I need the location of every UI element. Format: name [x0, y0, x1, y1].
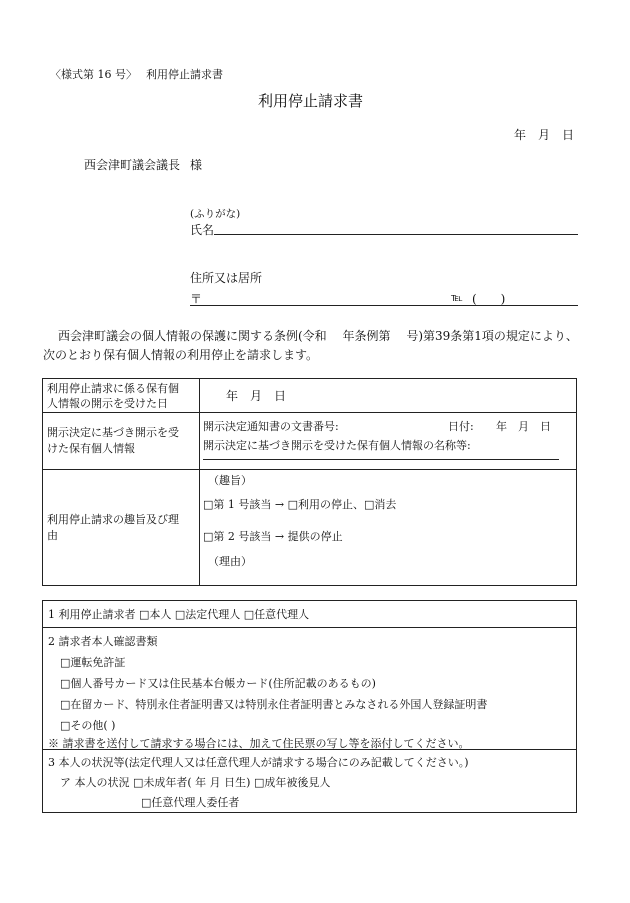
row-purpose-value[interactable]	[200, 470, 577, 586]
id-doc-license[interactable]: □運転免許証	[60, 656, 126, 669]
section-id-documents	[43, 628, 577, 750]
purpose-heading: （趣旨）	[208, 474, 252, 487]
info-name-label: 開示決定に基づき開示を受けた保有個人情報の名称等:	[203, 439, 471, 452]
intro-line-2: 次のとおり保有個人情報の利用停止を請求します。	[43, 348, 319, 362]
form-name: 利用停止請求書	[146, 68, 223, 81]
row-disclosure-date-value[interactable]: 年 月 日	[200, 379, 577, 413]
request-table	[42, 378, 577, 586]
row-purpose-label: 利用停止請求の趣旨及び理 由	[43, 470, 200, 586]
name-field[interactable]	[214, 234, 578, 235]
id-doc-mynumber[interactable]: □個人番号カード又は住民基本台帳カード(住所記載のあるもの)	[60, 677, 376, 690]
date-line: 年 月 日	[514, 128, 575, 142]
furigana-label: (ふりがな)	[190, 208, 241, 220]
reason-heading: （理由）	[208, 555, 252, 568]
postal-mark: 〒	[190, 292, 203, 306]
address-label: 住所又は居所	[190, 271, 263, 285]
page-title: 利用停止請求書	[258, 92, 364, 110]
purpose-option-2[interactable]: □第 2 号該当 → 提供の停止	[203, 530, 343, 543]
section-principal-status	[43, 750, 577, 813]
id-documents-title: 2 請求者本人確認書類	[48, 635, 158, 648]
requester-type-options[interactable]: 1 利用停止請求者 □本人 □法定代理人 □任意代理人	[48, 608, 310, 621]
row-disclosed-info-label: 開示決定に基づき開示を受 けた保有個人情報	[43, 413, 200, 470]
info-name-field[interactable]	[203, 459, 559, 460]
principal-status-title: 3 本人の状況等(法定代理人又は任意代理人が請求する場合にのみ記載してください。)	[48, 756, 469, 769]
id-documents-note: ※ 請求書を送付して請求する場合には、加えて住民票の写し等を添付してください。	[48, 737, 470, 750]
date-value: 年 月 日	[496, 420, 551, 433]
tel-label: ℡	[451, 291, 463, 304]
principal-status-line-2[interactable]: □任意代理人委任者	[141, 796, 240, 809]
address-field[interactable]	[190, 305, 578, 306]
section-requester	[43, 601, 577, 628]
form-number: 〈様式第 16 号〉	[50, 68, 137, 81]
date-label: 日付:	[448, 420, 474, 433]
name-label: 氏名	[190, 223, 215, 237]
id-doc-residence-card[interactable]: □在留カード、特別永住者証明書又は特別永住者証明書とみなされる外国人登録証明書	[60, 698, 488, 711]
doc-number-label: 開示決定通知書の文書番号:	[203, 420, 339, 433]
addressee: 西会津町議会議長	[84, 158, 181, 172]
principal-status-line-1[interactable]: ア 本人の状況 □未成年者( 年 月 日生) □成年被後見人	[60, 776, 331, 789]
row-disclosure-date-label: 利用停止請求に係る保有個 人情報の開示を受けた日	[43, 379, 200, 413]
requester-table	[42, 600, 577, 813]
tel-field[interactable]: ( )	[472, 292, 506, 306]
id-doc-other[interactable]: □その他( )	[60, 719, 116, 732]
row-disclosed-info-value[interactable]	[200, 413, 577, 470]
purpose-option-1[interactable]: □第 1 号該当 → □利用の停止、□消去	[203, 498, 397, 511]
intro-line-1: 西会津町議会の個人情報の保護に関する条例(令和 年条例第 号)第39条第1項の規定により、	[58, 329, 578, 343]
honorific: 様	[190, 158, 203, 172]
